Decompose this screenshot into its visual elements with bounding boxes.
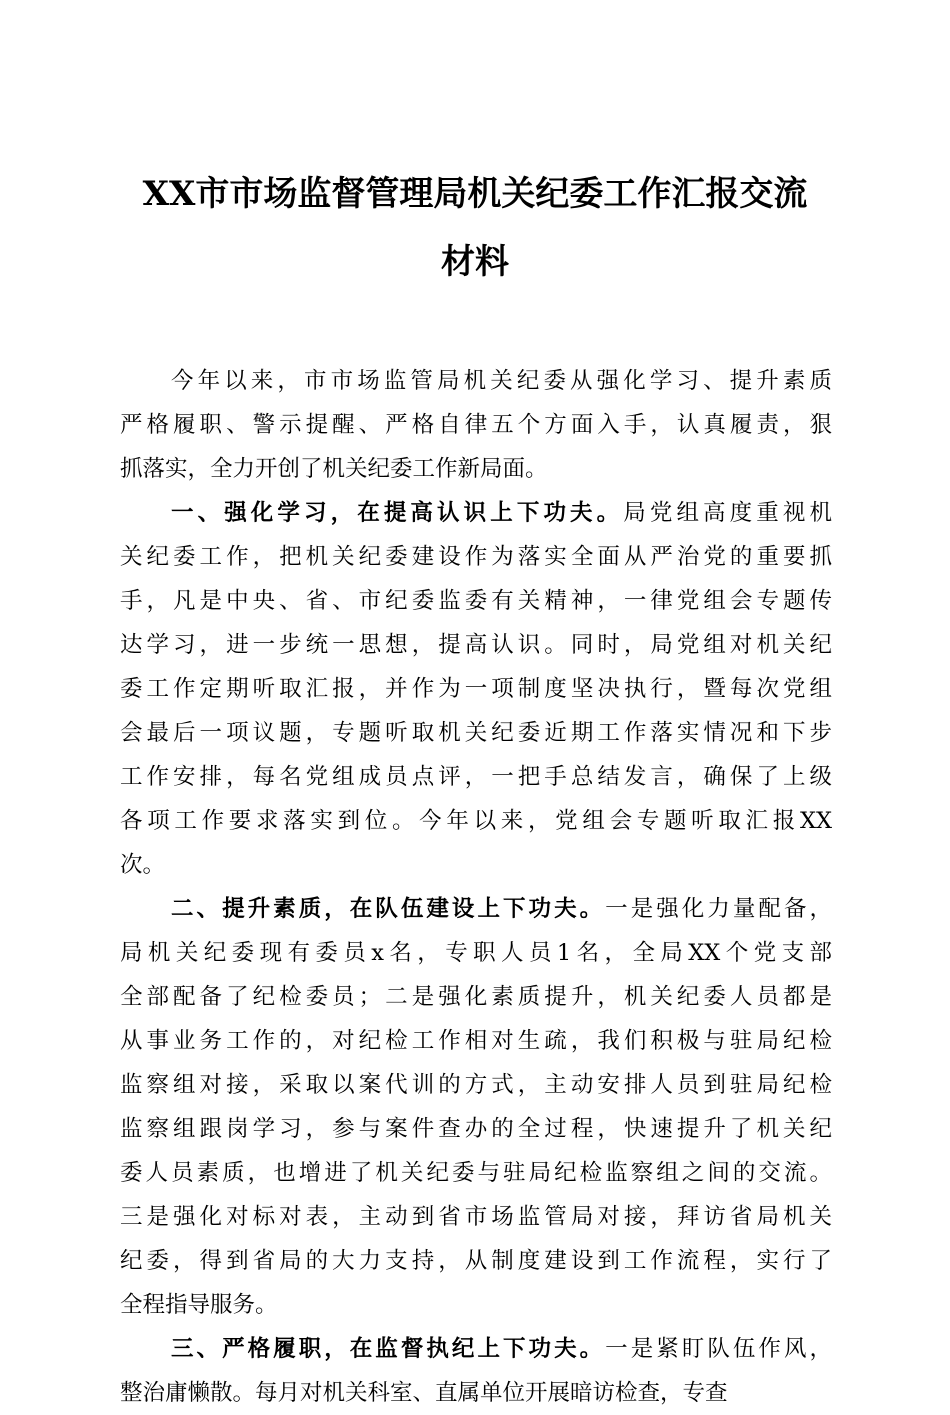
text-line — [120, 843, 832, 887]
text-line — [120, 1283, 832, 1327]
line-text: 局党组高度重视机 — [623, 500, 832, 526]
line-text: 从事业务工作的，对纪检工作相对生疏，我们积极与驻局纪检 — [120, 1028, 832, 1054]
line-text: 严格履职、警示提醒、严格自律五个方面入手，认真履责，狠 — [120, 412, 832, 438]
line-text: 监察组跟岗学习，参与案件查办的全过程，快速提升了机关纪 — [120, 1116, 832, 1142]
paragraph — [120, 1327, 832, 1415]
paragraph — [120, 491, 832, 887]
text-line — [120, 623, 832, 667]
text-line — [120, 1063, 832, 1107]
text-line — [120, 1239, 832, 1283]
line-text: 关纪委工作，把机关纪委建设作为落实全面从严治党的重要抓 — [120, 544, 832, 570]
section-heading: 三、严格履职，在监督执纪上下功夫。 — [171, 1336, 606, 1362]
line-text: 一是紧盯队伍作风， — [605, 1336, 832, 1362]
section-heading: 二、提升素质，在队伍建设上下功夫。 — [171, 896, 606, 922]
line-text: 全部配备了纪检委员；二是强化素质提升，机关纪委人员都是 — [120, 984, 832, 1010]
text-line — [120, 799, 832, 843]
document-body — [120, 359, 832, 1415]
paragraph — [120, 359, 832, 491]
text-line — [120, 887, 832, 931]
text-line — [120, 447, 832, 491]
text-line — [120, 403, 832, 447]
text-line — [120, 359, 832, 403]
text-line — [120, 755, 832, 799]
text-line — [120, 579, 832, 623]
line-text: 整治庸懒散。每月对机关科室、直属单位开展暗访检查，专查 — [120, 1380, 728, 1406]
paragraph — [120, 887, 832, 1327]
document-title-line-1: XX市市场监督管理局机关纪委工作汇报交流 — [142, 174, 808, 214]
line-text: 三是强化对标对表，主动到省市场监管局对接，拜访省局机关 — [120, 1204, 832, 1230]
text-line — [120, 1151, 832, 1195]
text-line — [120, 1107, 832, 1151]
line-text: 一是强化力量配备， — [605, 896, 832, 922]
line-text: 委工作定期听取汇报，并作为一项制度坚决执行，暨每次党组 — [120, 676, 832, 702]
text-line — [120, 667, 832, 711]
section-heading: 一、强化学习，在提高认识上下功夫。 — [171, 500, 624, 526]
text-line — [120, 1195, 832, 1239]
line-text: 会最后一项议题，专题听取机关纪委近期工作落实情况和下步 — [120, 720, 832, 746]
text-line — [120, 535, 832, 579]
document-title-line-2: 材料 — [441, 242, 509, 282]
line-text: 手，凡是中央、省、市纪委监委有关精神，一律党组会专题传 — [120, 588, 832, 614]
line-text: 工作安排，每名党组成员点评，一把手总结发言，确保了上级 — [120, 764, 832, 790]
line-text: 全程指导服务。 — [120, 1292, 278, 1318]
text-line — [120, 975, 832, 1019]
line-text: 纪委，得到省局的大力支持，从制度建设到工作流程，实行了 — [120, 1248, 832, 1274]
line-text: 局机关纪委现有委员x名，专职人员1名，全局XX个党支部 — [120, 940, 832, 966]
line-text: 今年以来，市市场监管局机关纪委从强化学习、提升素质 — [171, 368, 832, 394]
line-text: 委人员素质，也增进了机关纪委与驻局纪检监察组之间的交流。 — [120, 1160, 832, 1186]
text-line — [120, 931, 832, 975]
text-line — [120, 1019, 832, 1063]
text-line — [120, 711, 832, 755]
text-line — [120, 1327, 832, 1371]
line-text: 抓落实，全力开创了机关纪委工作新局面。 — [120, 456, 548, 482]
text-line — [120, 491, 832, 535]
line-text: 各项工作要求落实到位。今年以来，党组会专题听取汇报XX — [120, 808, 832, 834]
line-text: 达学习，进一步统一思想，提高认识。同时，局党组对机关纪 — [120, 632, 832, 658]
line-text: 监察组对接，采取以案代训的方式，主动安排人员到驻局纪检 — [120, 1072, 832, 1098]
line-text: 次。 — [120, 852, 166, 878]
text-line — [120, 1371, 832, 1415]
